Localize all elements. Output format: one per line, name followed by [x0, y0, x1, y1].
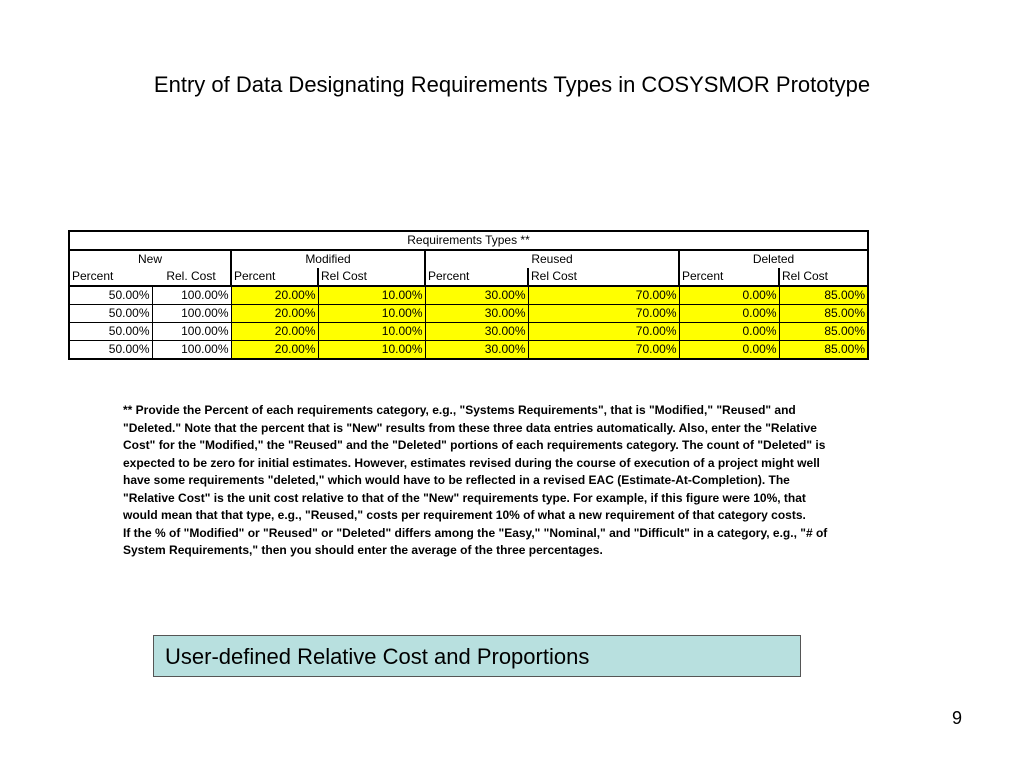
reused-rel-cost-input[interactable]: 70.00% — [528, 323, 679, 341]
explanatory-note — [123, 402, 843, 560]
modified-percent-input[interactable]: 20.00% — [231, 341, 318, 360]
modified-percent-input[interactable]: 20.00% — [231, 323, 318, 341]
modified-percent-input[interactable]: 20.00% — [231, 305, 318, 323]
note-paragraph: ** Provide the Percent of each requirements category, e.g., "Systems Requirements", that is "Modified," "Reused" and "Deleted." Note that the percent that is "New" results from these three data entries automatically. Also, enter the "Relative Cost" for the "Modified," the "Reused" and the "Deleted" portions of each requirements category. The count of "Deleted" is expected to be zero for initial estimates. However, estimates revised during the course of execution of a project might well have some requirements "deleted," which would have to be reflected in a revised EAC (Estimate-At-Completion). The "Relative Cost" is the unit cost relative to that of the "New" requirements type. For example, if this figure were 10%, that would mean that that type, e.g., "Reused," costs per requirement 10% of what a new requirement of that category costs. — [123, 403, 826, 522]
column-header: Percent — [425, 268, 528, 286]
new-rel-cost-cell: 100.00% — [152, 341, 231, 360]
modified-rel-cost-input[interactable]: 10.00% — [318, 341, 425, 360]
deleted-percent-input[interactable]: 0.00% — [679, 286, 779, 305]
group-header-deleted: Deleted — [679, 250, 868, 268]
reused-rel-cost-input[interactable]: 70.00% — [528, 305, 679, 323]
new-rel-cost-cell: 100.00% — [152, 305, 231, 323]
column-header: Rel Cost — [318, 268, 425, 286]
deleted-rel-cost-input[interactable]: 85.00% — [779, 305, 868, 323]
slide-title: Entry of Data Designating Requirements Types in COSYSMOR Prototype — [153, 72, 871, 97]
group-header-modified: Modified — [231, 250, 425, 268]
new-percent-cell: 50.00% — [69, 286, 152, 305]
deleted-percent-input[interactable]: 0.00% — [679, 323, 779, 341]
table-row — [69, 305, 868, 323]
page-number: 9 — [951, 708, 962, 728]
column-header: Percent — [231, 268, 318, 286]
deleted-percent-input[interactable]: 0.00% — [679, 305, 779, 323]
deleted-rel-cost-input[interactable]: 85.00% — [779, 323, 868, 341]
new-rel-cost-cell: 100.00% — [152, 286, 231, 305]
column-header: Rel. Cost — [166, 269, 216, 283]
modified-rel-cost-input[interactable]: 10.00% — [318, 323, 425, 341]
new-rel-cost-cell: 100.00% — [152, 323, 231, 341]
new-percent-cell: 50.00% — [69, 341, 152, 360]
table-caption: Requirements Types ** — [69, 231, 868, 250]
callout-box: User-defined Relative Cost and Proportions — [153, 635, 801, 677]
reused-percent-input[interactable]: 30.00% — [425, 341, 528, 360]
reused-percent-input[interactable]: 30.00% — [425, 305, 528, 323]
deleted-rel-cost-input[interactable]: 85.00% — [779, 286, 868, 305]
column-header: Rel Cost — [528, 268, 679, 286]
reused-rel-cost-input[interactable]: 70.00% — [528, 341, 679, 360]
requirements-types-table — [68, 230, 869, 360]
note-paragraph: If the % of "Modified" or "Reused" or "Deleted" differs among the "Easy," "Nominal," and "Difficult" in a category, e.g., "# of System Requirements," then you should enter the average of the three percentages. — [123, 525, 828, 557]
new-percent-cell: 50.00% — [69, 323, 152, 341]
group-header-new: New — [69, 250, 231, 268]
deleted-percent-input[interactable]: 0.00% — [679, 341, 779, 360]
column-header: Percent — [69, 268, 152, 286]
modified-rel-cost-input[interactable]: 10.00% — [318, 286, 425, 305]
deleted-rel-cost-input[interactable]: 85.00% — [779, 341, 868, 360]
modified-percent-input[interactable]: 20.00% — [231, 286, 318, 305]
table-row — [69, 323, 868, 341]
table-row — [69, 341, 868, 360]
column-header: Percent — [679, 268, 779, 286]
group-header-reused: Reused — [425, 250, 679, 268]
reused-percent-input[interactable]: 30.00% — [425, 286, 528, 305]
reused-percent-input[interactable]: 30.00% — [425, 323, 528, 341]
modified-rel-cost-input[interactable]: 10.00% — [318, 305, 425, 323]
new-percent-cell: 50.00% — [69, 305, 152, 323]
reused-rel-cost-input[interactable]: 70.00% — [528, 286, 679, 305]
table-row — [69, 286, 868, 305]
column-header: Rel Cost — [779, 268, 868, 286]
